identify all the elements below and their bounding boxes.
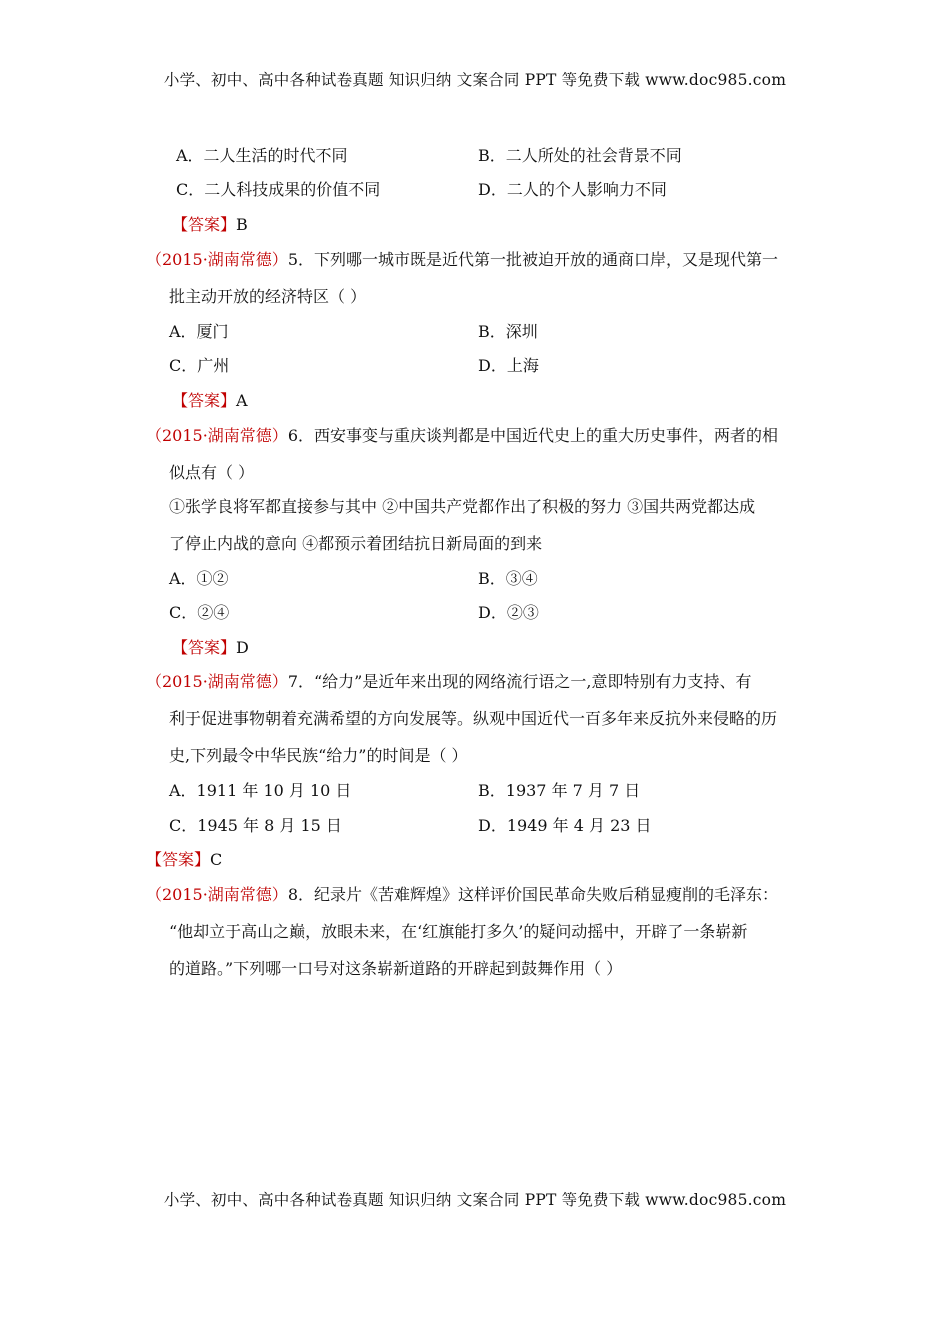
question-item-list-cont: 了停止内战的意向 ④都预示着团结抗日新局面的到来: [169, 534, 543, 553]
option-c: C．广州: [169, 356, 230, 375]
answer-label: 【答案】: [172, 391, 237, 410]
option-a: A．厦门: [169, 322, 229, 341]
answer-line: [146, 849, 222, 871]
question-text-cont: 似点有（ ）: [169, 463, 255, 482]
question-text-cont: 利于促进事物朝着充满希望的方向发展等。纵观中国近代一百多年来反抗外来侵略的历: [169, 709, 778, 728]
question-text: 5．下列哪一城市既是近代第一批被迫开放的通商口岸，又是现代第一: [287, 250, 778, 269]
question-stem: [146, 425, 778, 447]
answer-value: D: [236, 638, 249, 657]
question-source: （2015·湖南常德）: [146, 885, 288, 904]
option-d: D．二人的个人影响力不同: [478, 180, 667, 199]
option-c: C．②④: [169, 603, 230, 622]
option-c: C．1945 年 8 月 15 日: [169, 816, 342, 835]
answer-label: 【答案】: [146, 850, 211, 869]
question-text: 6．西安事变与重庆谈判都是中国近代史上的重大历史事件，两者的相: [287, 426, 778, 445]
question-text-cont: “他却立于高山之巅，放眼未来，在‘红旗能打多久’的疑问动摇中，开辟了一条崭新: [169, 922, 748, 941]
option-b: B．深圳: [478, 322, 538, 341]
option-d: D．上海: [478, 356, 539, 375]
option-b: B．③④: [478, 569, 538, 588]
option-a: A．1911 年 10 月 10 日: [169, 781, 352, 800]
option-c: C．二人科技成果的价值不同: [176, 180, 381, 199]
question-text: 7．“给力”是近年来出现的网络流行语之一,意即特别有力支持、有: [287, 672, 752, 691]
answer-label: 【答案】: [172, 215, 237, 234]
question-stem: [146, 671, 751, 693]
answer-value: A: [236, 391, 248, 410]
option-d: D．②③: [478, 603, 539, 622]
page-footer: 小学、初中、高中各种试卷真题 知识归纳 文案合同 PPT 等免费下载 www.doc985.com: [163, 1191, 787, 1209]
answer-label: 【答案】: [172, 638, 237, 657]
option-d: D．1949 年 4 月 23 日: [478, 816, 652, 835]
option-a: A．二人生活的时代不同: [176, 146, 348, 165]
question-text-cont: 批主动开放的经济特区（ ）: [169, 287, 367, 306]
option-b: B．二人所处的社会背景不同: [478, 146, 682, 165]
question-source: （2015·湖南常德）: [146, 672, 288, 691]
question-text-cont: 史,下列最令中华民族“给力”的时间是（ ）: [169, 746, 468, 765]
question-text: 8．纪录片《苦难辉煌》这样评价国民革命失败后稍显瘦削的毛泽东：: [287, 885, 778, 904]
question-stem: [146, 884, 778, 906]
answer-line: [172, 637, 249, 659]
answer-value: B: [236, 215, 248, 234]
answer-line: [172, 390, 248, 412]
question-stem: [146, 249, 778, 271]
question-item-list: ①张学良将军都直接参与其中 ②中国共产党都作出了积极的努力 ③国共两党都达成: [169, 497, 756, 516]
answer-value: C: [210, 850, 223, 869]
option-b: B．1937 年 7 月 7 日: [478, 781, 641, 800]
page-header: 小学、初中、高中各种试卷真题 知识归纳 文案合同 PPT 等免费下载 www.doc985.com: [163, 71, 787, 89]
question-source: （2015·湖南常德）: [146, 250, 288, 269]
answer-line: [172, 214, 248, 236]
option-a: A．①②: [169, 569, 229, 588]
question-text-cont: 的道路。”下列哪一口号对这条崭新道路的开辟起到鼓舞作用（ ）: [169, 959, 623, 978]
question-source: （2015·湖南常德）: [146, 426, 288, 445]
